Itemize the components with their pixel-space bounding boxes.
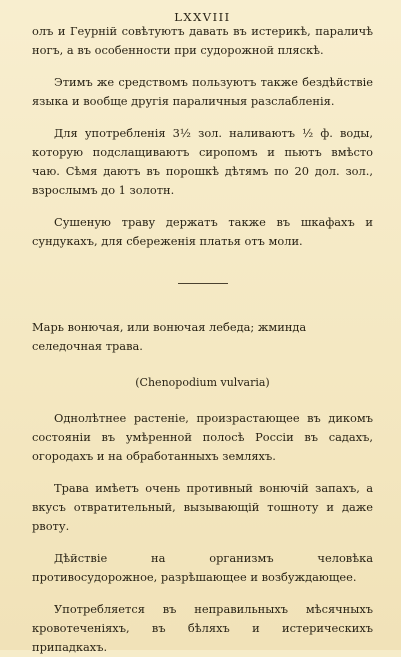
paragraph: Употребляется въ неправильныхъ мѣсячныхъ кровотеченіяхъ, въ бѣляхъ и истерическихъ припадкахъ.	[32, 602, 373, 654]
paragraph-continuation: олъ и Геурній совѣтуютъ давать въ истерикѣ, параличѣ ногъ, а въ особенности при судорожной пляскѣ.	[32, 24, 373, 57]
page-number: LXXVIII	[174, 10, 231, 24]
paragraph: Однолѣтнее растеніе, произрастающее въ дикомъ состояніи въ умѣренной полосѣ Россіи въ садахъ, огородахъ и на обработанныхъ земляхъ.	[32, 411, 373, 463]
paragraph: Дѣйствіе на организмъ человѣка противосудорожное, разрѣшающее и возбуждающее.	[32, 551, 373, 584]
paragraph-dosage: Для употребленія 3½ зол. наливаютъ ½ ф. воды, которую подслащиваютъ сиропомъ и пьютъ вмѣсто чаю. Сѣмя даютъ въ порошкѣ дѣтямъ по 20 дол. зол., взрослымъ до 1 золотн.	[32, 126, 373, 197]
section-title: Марь вонючая, или вонючая лебеда; жминда селедочная трава.	[32, 320, 307, 353]
paragraph: Сушеную траву держатъ также въ шкафахъ и сундукахъ, для сбереженія платья отъ моли.	[32, 215, 373, 248]
paragraph: Трава имѣетъ очень противный вонючій запахъ, а вкусъ отвратительный, вызывающій тошноту и даже рвоту.	[32, 481, 373, 533]
section-divider	[178, 283, 228, 284]
latin-name: (Chenopodium vulvaria)	[135, 376, 270, 389]
paragraph: Этимъ же средствомъ пользуютъ также бездѣйствіе языка и вообще другія параличныя разслабленія.	[32, 75, 373, 108]
